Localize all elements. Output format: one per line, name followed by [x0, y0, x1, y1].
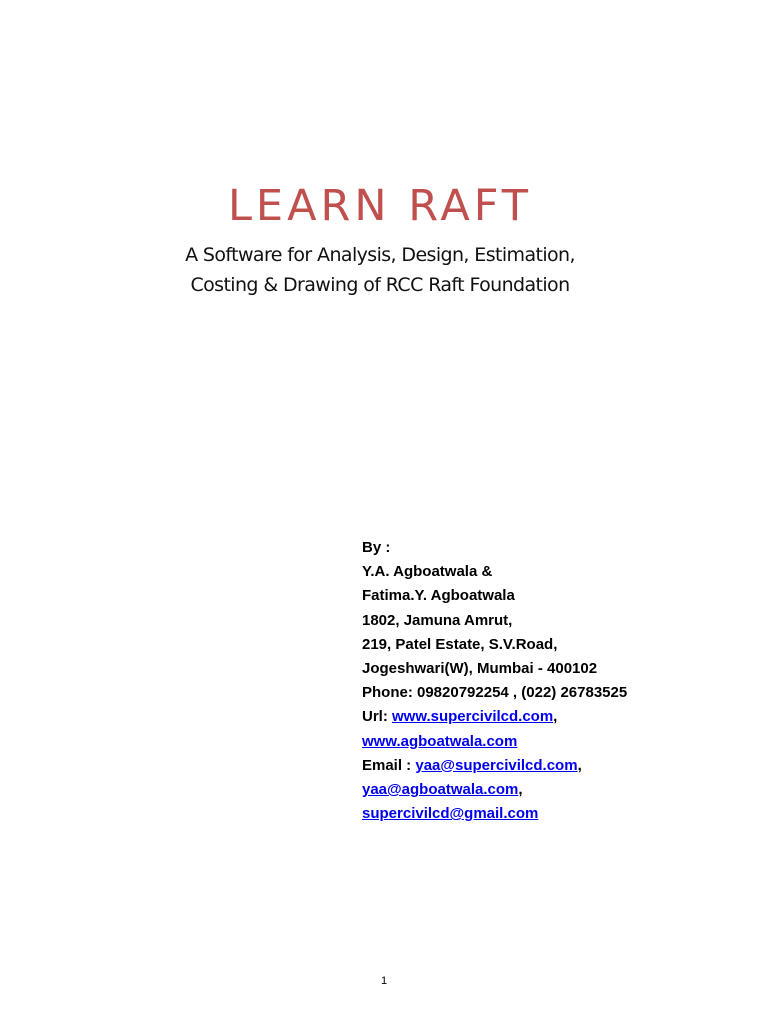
subtitle-line-2: Costing & Drawing of RCC Raft Foundation: [190, 274, 570, 296]
document-subtitle: [0, 240, 760, 300]
page-number: 1: [380, 975, 388, 987]
email-separator-1: ,: [577, 756, 582, 774]
email-link-supercivilcd[interactable]: yaa@supercivilcd.com: [415, 756, 578, 774]
address-line-2: 219, Patel Estate, S.V.Road,: [362, 635, 558, 653]
email-line: [362, 754, 752, 778]
phone-line: Phone: 09820792254 , (022) 26783525: [362, 684, 628, 702]
url-link-agboatwala[interactable]: www.agboatwala.com: [362, 732, 518, 750]
author-name-2: Fatima.Y. Agboatwala: [362, 587, 515, 605]
email-line-3: [362, 802, 752, 826]
email-line-2: [362, 778, 752, 802]
by-label: By :: [362, 539, 391, 556]
email-separator-2: ,: [518, 781, 523, 799]
email-link-gmail[interactable]: supercivilcd@gmail.com: [362, 805, 539, 823]
author-contact-block: [362, 536, 752, 826]
document-title: LEARN RAFT: [227, 181, 533, 231]
url-link-supercivilcd[interactable]: www.supercivilcd.com: [392, 708, 554, 726]
subtitle-line-1: A Software for Analysis, Design, Estimation,: [185, 244, 575, 266]
email-link-agboatwala[interactable]: yaa@agboatwala.com: [362, 781, 519, 799]
address-line-3: Jogeshwari(W), Mumbai - 400102: [362, 660, 598, 678]
url-line: [362, 705, 752, 729]
url-line-2: [362, 730, 752, 754]
address-line-1: 1802, Jamuna Amrut,: [362, 611, 513, 629]
url-label: Url:: [362, 708, 392, 726]
email-label: Email :: [362, 756, 416, 774]
author-name-1: Y.A. Agboatwala &: [362, 563, 493, 581]
url-separator: ,: [553, 708, 558, 726]
